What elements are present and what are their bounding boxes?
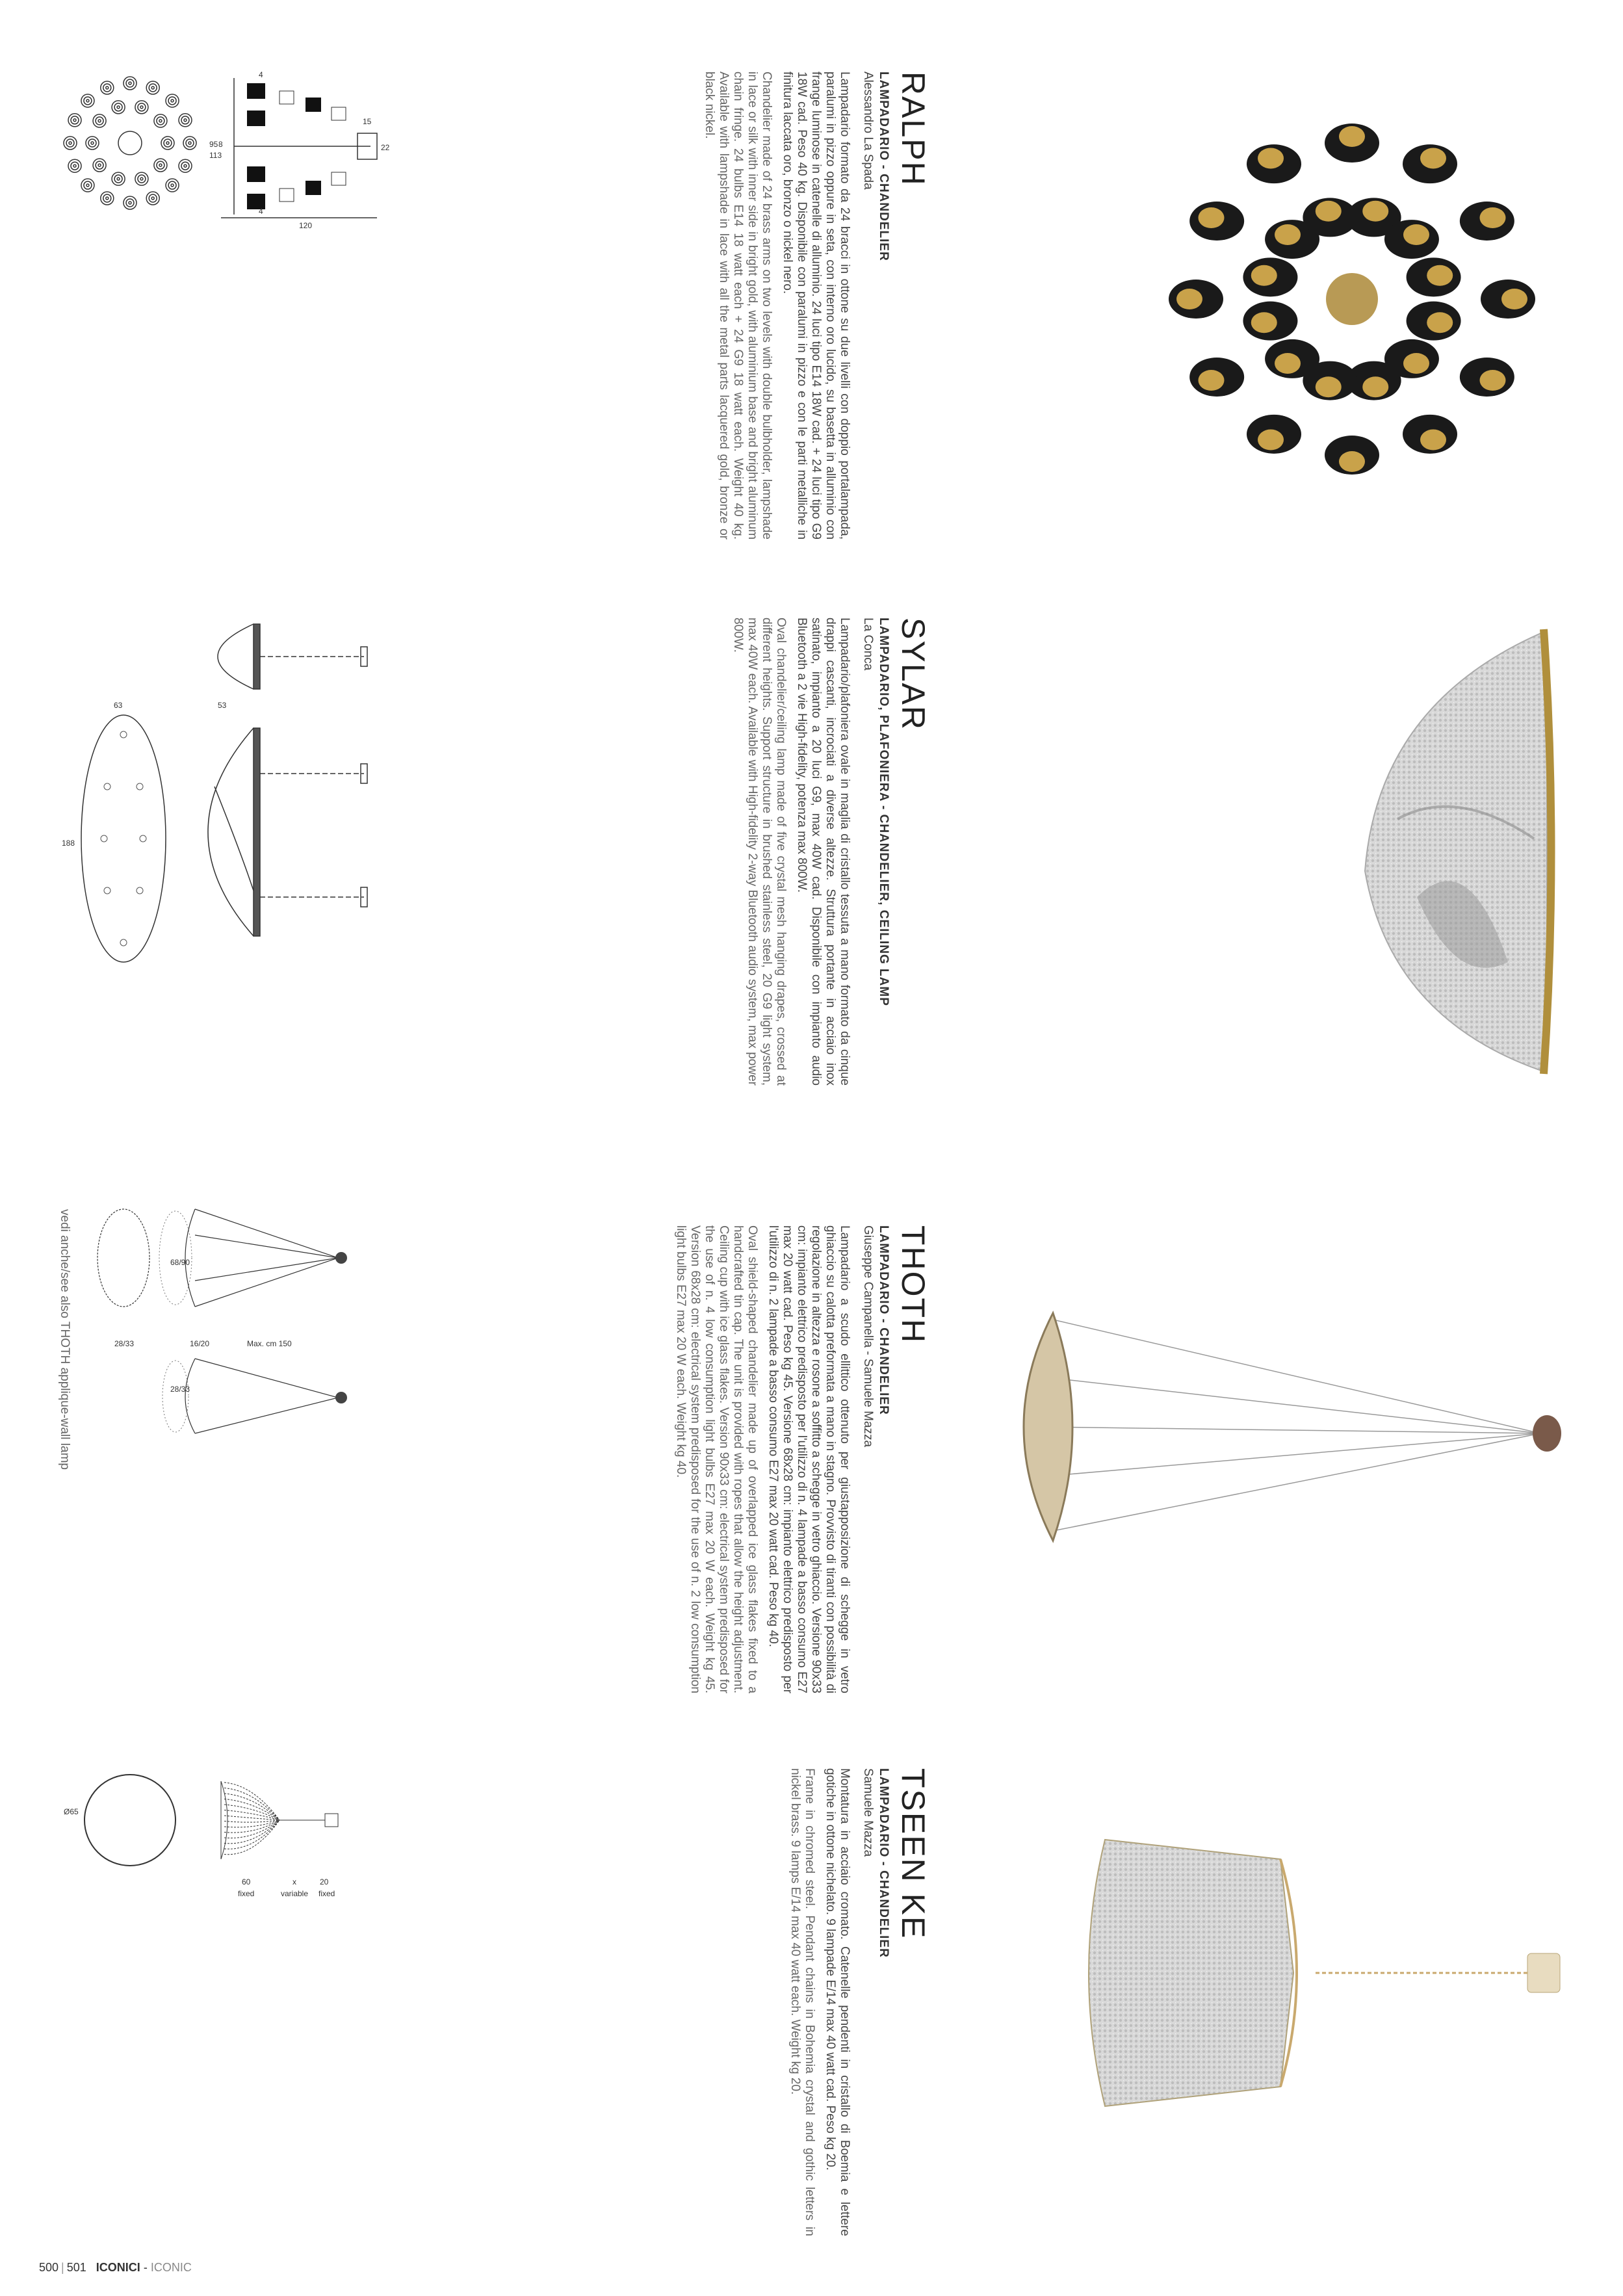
product-subtitle: LAMPADARIO - CHANDELIER	[877, 72, 890, 261]
lampshade-gold-interior	[1403, 353, 1429, 374]
shade-outline	[135, 101, 148, 114]
description-english: Oval chandelier/ceiling lamp made of five crystal mesh hanging drapes, crossed at different heights. Support structure in brushed stainless steel, 20 G9 light system, max 40W each. Available with High-fidelity 2-way Bluetooth audio system, max power 800W.	[731, 618, 788, 1086]
lampshade-gold-interior	[1198, 207, 1224, 228]
page-separator: |	[61, 2261, 64, 2274]
shade-outline	[164, 139, 172, 147]
shade-outline	[166, 142, 169, 144]
description-italian: Montatura in acciaio cromato. Catenelle pendenti in cristallo di Boemia e lettere gotiche in ottone nichelato. 9 lampade E/14 max 40 watt cad. Peso kg 20.	[824, 1768, 851, 2236]
shade-outline	[183, 137, 196, 150]
shade-outline	[126, 79, 134, 87]
shade-outline	[184, 164, 187, 167]
shade-outline	[166, 179, 179, 192]
shade-outline	[71, 116, 79, 124]
lampshade-gold-interior	[1362, 376, 1388, 397]
shade-outline	[96, 161, 103, 169]
dimension-label: 113	[209, 151, 222, 160]
lampshade-gold-interior	[1275, 224, 1301, 245]
dimension-label: 4	[259, 207, 263, 216]
shade-outline	[71, 162, 79, 170]
dimension-label: 53	[218, 701, 227, 710]
dimension-label: Max. cm 150	[247, 1339, 292, 1348]
product-subtitle: LAMPADARIO - CHANDELIER	[877, 1225, 890, 1415]
dimension-label: fixed	[318, 1889, 335, 1898]
shade-outline	[86, 184, 89, 187]
tseen-ke-chandelier-photo	[1066, 1820, 1566, 2126]
shade-outline	[69, 142, 71, 144]
product-title: RALPH	[895, 72, 931, 187]
shade-outline	[166, 94, 179, 107]
dimension-label: 15	[363, 117, 372, 126]
shade-outline	[81, 94, 94, 107]
page-number-left: 500	[39, 2261, 59, 2274]
shade-outline	[151, 86, 154, 89]
description-english: Frame in chromed steel. Pendant chains in Bohemia crystal and gothic letters in nickel brass. 9 lamps E/14 max 40 watt each. Weight kg 20.	[788, 1768, 816, 2236]
shade-outline	[179, 159, 192, 172]
see-also-note: vedi anche/see also THOTH applique-wall lamp	[58, 1209, 71, 1470]
sylar-side-view-drawing	[188, 618, 383, 943]
lampshade-gold-interior	[1275, 353, 1301, 374]
shade-outline	[168, 97, 176, 105]
shade-outline	[103, 84, 111, 92]
shade-outline	[96, 117, 103, 125]
shade-outline	[114, 175, 122, 183]
dimension-label: 4	[259, 70, 263, 79]
ralph-top-view-drawing	[58, 72, 201, 215]
lampshade-gold-interior	[1480, 207, 1506, 228]
lampshade-gold-interior	[1420, 148, 1446, 168]
product-subtitle: LAMPADARIO, PLAFONIERA - CHANDELIER, CEILING LAMP	[877, 618, 890, 1006]
dimension-label: 28/33	[170, 1385, 190, 1394]
lampshade-gold-interior	[1316, 376, 1342, 397]
shade-outline	[181, 162, 189, 170]
shade-outline	[64, 137, 77, 150]
shade-outline	[151, 197, 154, 200]
dimension-label: Ø65	[64, 1807, 79, 1816]
shade-outline	[149, 84, 157, 92]
shade-outline	[112, 101, 125, 114]
center-outline	[118, 131, 142, 155]
shade-outline	[138, 103, 146, 111]
section-name: ICONICI	[96, 2261, 140, 2274]
shade-outline	[157, 117, 164, 125]
lampshade-gold-interior	[1420, 430, 1446, 450]
shade-outline	[123, 196, 136, 209]
shade-outline	[159, 120, 162, 122]
shade-outline	[140, 106, 143, 109]
section-dash: -	[140, 2261, 151, 2274]
product-title: THOTH	[895, 1225, 931, 1344]
dimension-label: 120	[299, 221, 313, 230]
shade-outline	[73, 119, 76, 122]
shade-outline	[84, 181, 92, 189]
section-name-english: ICONIC	[150, 2261, 192, 2274]
lampshade-gold-interior	[1198, 370, 1224, 391]
page-footer	[39, 2261, 192, 2275]
ralph-chandelier-photo	[1157, 98, 1560, 501]
ralph-side-view-drawing	[208, 72, 390, 221]
shade-outline	[112, 172, 125, 185]
shade-outline	[138, 175, 146, 183]
shade-outline	[114, 103, 122, 111]
shade-outline	[149, 194, 157, 202]
product-designer: Alessandro La Spada	[861, 72, 875, 190]
shade-outline	[129, 202, 131, 204]
dimension-label: 68/90	[170, 1258, 190, 1267]
dimension-label: variable	[281, 1889, 309, 1898]
dimension-label: 63	[114, 701, 123, 710]
central-hub	[1326, 273, 1378, 325]
dimension-label: 22	[381, 143, 390, 152]
shade-outline	[91, 142, 94, 144]
shade-outline	[184, 119, 187, 122]
shade-outline	[86, 99, 89, 102]
shade-outline	[129, 82, 131, 85]
dimension-label: 16/20	[190, 1339, 210, 1348]
sylar-chandelier-photo	[1339, 624, 1560, 1079]
crystal-chain	[224, 1820, 279, 1849]
shade-outline	[135, 172, 148, 185]
crystal-chain	[224, 1816, 279, 1820]
product-title: TSEEN KE	[895, 1768, 931, 1940]
lampshade-gold-interior	[1339, 126, 1365, 147]
thoth-chandelier-photo	[1014, 1307, 1573, 1547]
shade-outline	[84, 97, 92, 105]
shade-outline	[126, 199, 134, 207]
thoth-side-view-drawing	[91, 1203, 364, 1437]
shade-outline	[123, 77, 136, 90]
shade-outline	[157, 161, 164, 169]
shade-outline	[140, 177, 143, 180]
dimension-label: 60	[242, 1877, 251, 1886]
tseen-ke-side-view-drawing	[208, 1768, 344, 1872]
dimension-label: 20	[320, 1877, 329, 1886]
lampshade-gold-interior	[1258, 148, 1284, 168]
lampshade-gold-interior	[1258, 430, 1284, 450]
shade-outline	[66, 139, 74, 147]
description-italian: Lampadario formato da 24 bracci in ottone su due livelli con doppio portalampada, paralumi in pizzo oppure in seta, con interno oro lucido, su basetta in alluminio con frange luminose in catenelle di alluminio. 24 luci tipo E14 18W cad. + 24 luci tipo G9 18W cad. Peso 40 kg. Disponibile con paralumi in pizzo e con le parti metalliche in finitura laccata oro, bronzo o nickel nero.	[781, 72, 851, 540]
lampshade-gold-interior	[1403, 224, 1429, 245]
shade-outline	[68, 114, 81, 127]
page-number-right: 501	[66, 2261, 86, 2274]
shade-outline	[146, 81, 159, 94]
lampshade-gold-interior	[1427, 265, 1453, 286]
dimension-label: 28/33	[114, 1339, 135, 1348]
shade-outline	[106, 86, 109, 89]
lampshade-gold-interior	[1480, 370, 1506, 391]
shade-outline	[93, 114, 106, 127]
shade-outline	[98, 164, 101, 166]
product-designer: Giuseppe Campanella - Samuele Mazza	[861, 1225, 875, 1448]
lampshade-gold-interior	[1176, 289, 1202, 309]
shade-outline	[88, 139, 96, 147]
ralph-text-block	[702, 72, 929, 540]
crystal-chain	[224, 1820, 279, 1822]
description-english: Chandelier made of 24 brass arms on two levels with double bulbholder, lampshade in lace or silk with inner side in bright gold, with aluminium base and bright aluminum chain fringe. 24 bulbs E14 18 watt each + 24 G9 18 watt each. Weight 40 kg. Available with lampshade in lace with all the metal parts lacquered gold, bronze or black nickel.	[703, 72, 773, 540]
shade-outline	[159, 164, 162, 166]
shade-outline	[117, 177, 120, 180]
tseen-ke-text-block	[788, 1768, 929, 2236]
crystal-chain	[224, 1820, 279, 1855]
shade-outline	[186, 139, 194, 147]
shade-outline	[171, 99, 174, 102]
shade-outline	[181, 116, 189, 124]
shade-outline	[68, 159, 81, 172]
product-designer: La Conca	[861, 618, 875, 671]
shade-outline	[73, 164, 76, 167]
shade-outline	[154, 159, 167, 172]
shade-outline	[93, 159, 106, 172]
product-subtitle: LAMPADARIO - CHANDELIER	[877, 1768, 890, 1958]
shade-outline	[117, 106, 120, 109]
shade-outline	[146, 192, 159, 205]
dimension-label: 8	[218, 140, 223, 149]
shade-outline	[98, 120, 101, 122]
shade-outline	[179, 114, 192, 127]
dimension-label: fixed	[238, 1889, 255, 1898]
shade-outline	[101, 81, 114, 94]
lampshade-gold-interior	[1427, 312, 1453, 333]
shade-outline	[161, 137, 174, 150]
shade-outline	[106, 197, 109, 200]
lampshade-gold-interior	[1362, 201, 1388, 222]
shade-outline	[168, 181, 176, 189]
shade-outline	[103, 194, 111, 202]
crystal-chain	[224, 1820, 279, 1844]
lampshade-gold-interior	[1251, 265, 1277, 286]
sylar-text-block	[731, 618, 929, 1086]
description-italian: Lampadario a scudo ellittico ottenuto per giustapposizione di schegge in vetro ghiaccio su calotta preformata a mano in stagno. Provvisto di tiranti con possibilità di regolazione in altezza e rosone a soffitto a schegge in vetro ghiaccio. Versione 90x33 cm: impianto elettrico predisposto per l'utilizzo di n. 4 lampade a basso consumo E27 max 20 watt cad. Peso kg 45. Versione 68x28 cm: impianto elettrico predisposto per l'utilizzo di n. 2 lampade a basso consumo E27 max 20 watt cad. Peso kg 40.	[766, 1225, 851, 1693]
lampshade-gold-interior	[1251, 312, 1277, 333]
lampshade-gold-interior	[1501, 289, 1527, 309]
dimension-label: 188	[62, 839, 75, 848]
shade-outline	[171, 184, 174, 187]
description-italian: Lampadario/plafoniera ovale in maglia di cristallo tessuta a mano formato da cinque drappi cascanti, incrociati a diverse altezze. Struttura portante in acciaio inox satinato, impianto a 20 luci G9, max 40W cad. Disponibile con impianto audio Bluetooth a 2 vie High-fidelity, potenza max 800W.	[795, 618, 851, 1086]
dimension-label: x	[292, 1877, 296, 1886]
shade-outline	[81, 179, 94, 192]
product-designer: Samuele Mazza	[861, 1768, 875, 1857]
shade-outline	[188, 142, 191, 144]
tseen-ke-top-view-drawing	[78, 1768, 182, 1872]
product-title: SYLAR	[895, 618, 931, 731]
sylar-top-view-drawing	[71, 709, 175, 969]
dimension-label: 95	[209, 140, 218, 149]
lampshade-gold-interior	[1316, 201, 1342, 222]
description-english: Oval shield-shaped chandelier made up of overlapped ice glass flakes fixed to a handcrafted tin cap. The unit is provided with ropes that allow the height adjustment. Ceiling cup with ice glass flakes. Version 90x33 cm: electrical system predisposed for the use of n. 4 low consumption light bulbs E27 max 20 W each. Weight kg 45. Version 68x28 cm: electrical system predisposed for the use of n. 2 low consumption light bulbs E27 max 20 W each. Weight kg 40.	[674, 1225, 759, 1693]
shade-outline	[86, 137, 99, 150]
thoth-text-block	[673, 1225, 929, 1693]
shade-outline	[101, 192, 114, 205]
lampshade-gold-interior	[1339, 451, 1365, 472]
shade-outline	[154, 114, 167, 127]
